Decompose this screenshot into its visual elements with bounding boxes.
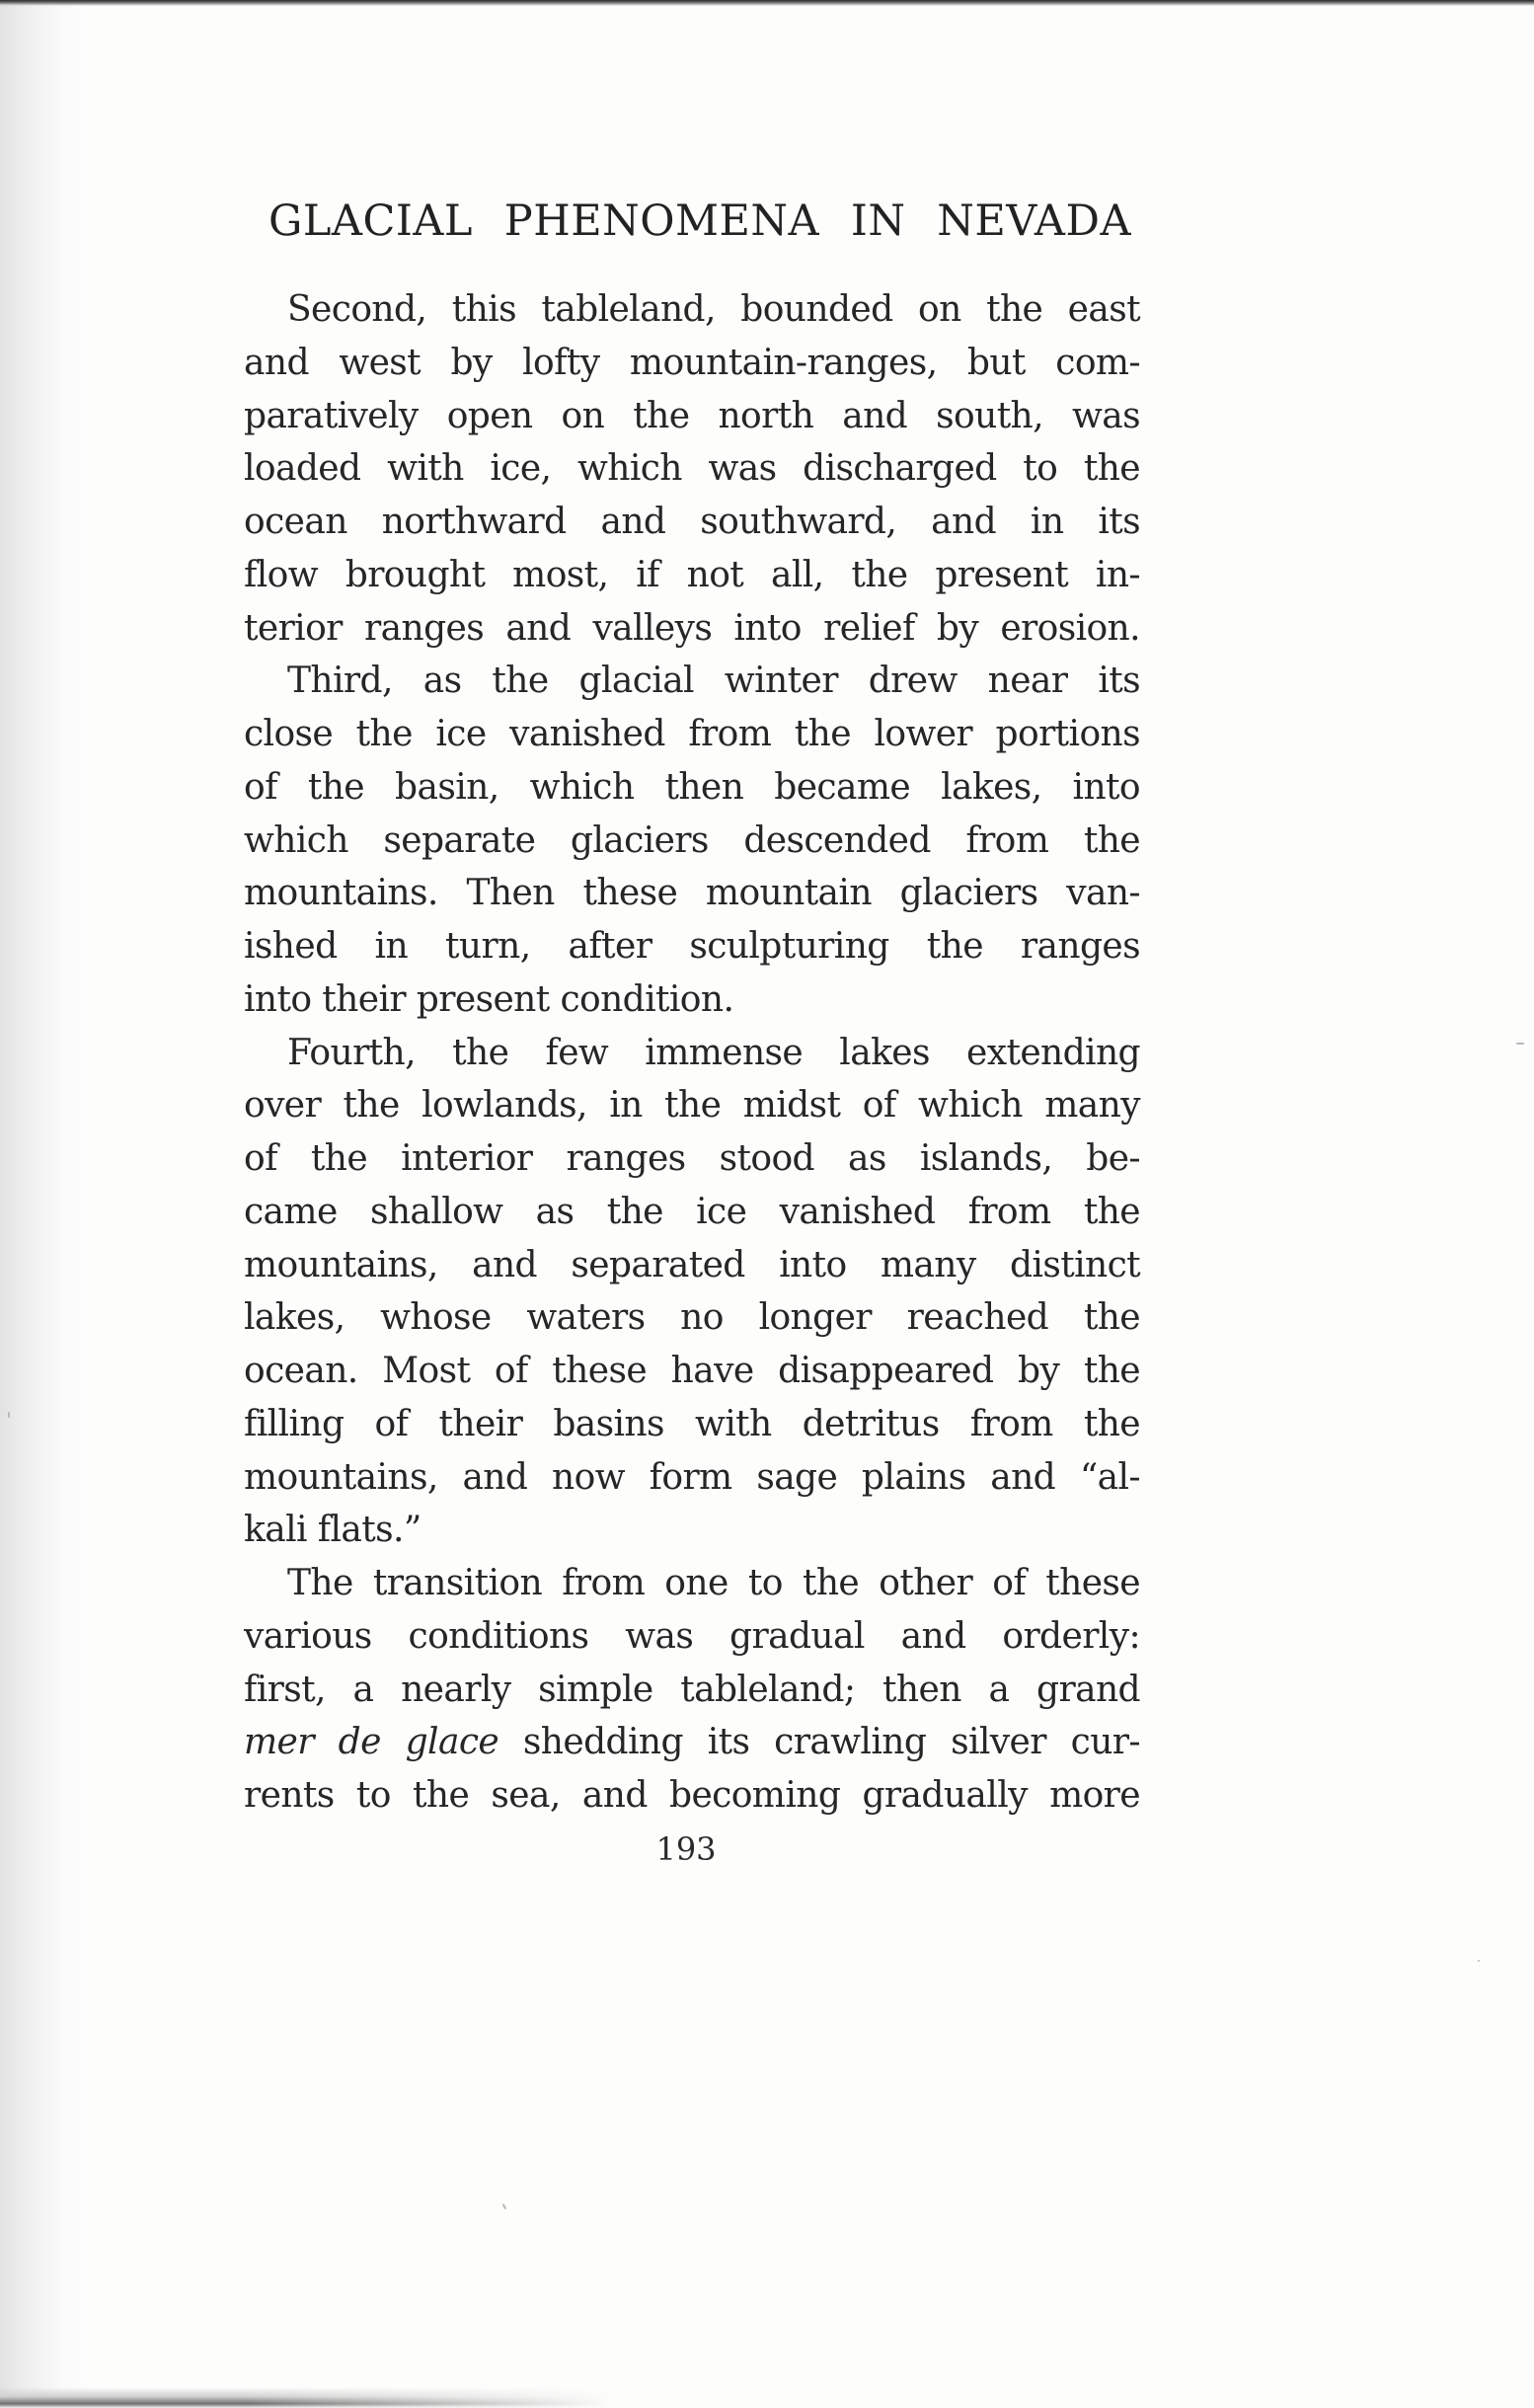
text-line: rents to the sea, and becoming gradually more: [244, 1775, 1140, 1816]
scan-speck: [1516, 1043, 1524, 1045]
text-line: kali flats.”: [244, 1510, 422, 1551]
text-line: of the interior ranges stood as islands, be-: [244, 1138, 1140, 1179]
text-line: which separate glaciers descended from the: [244, 819, 1140, 861]
text-line: mountains, and separated into many distinct: [244, 1244, 1140, 1285]
text-line: came shallow as the ice vanished from the: [244, 1191, 1140, 1232]
text-line: various conditions was gradual and orderly:: [244, 1615, 1140, 1657]
text-line: mountains. Then these mountain glaciers van-: [244, 873, 1140, 914]
text-line: The transition from one to the other of these: [287, 1563, 1140, 1603]
text-line: terior ranges and valleys into relief by erosion.: [244, 607, 1140, 649]
text-line: Second, this tableland, bounded on the east: [287, 289, 1140, 330]
text-line: first, a nearly simple tableland; then a grand: [244, 1669, 1140, 1710]
italic-phrase: mer de glace: [244, 1722, 499, 1763]
text-segment: shedding its crawling silver cur-: [499, 1722, 1140, 1763]
text-line: ocean. Most of these have disappeared by the: [244, 1351, 1140, 1391]
text-line: filling of their basins with detritus from the: [244, 1403, 1140, 1444]
page-edge-bottom: [0, 2387, 612, 2408]
page-shadow-left-edge: [0, 0, 89, 2408]
text-line: Third, as the glacial winter drew near its: [287, 660, 1140, 702]
paragraph: [244, 655, 1140, 1026]
text-line: loaded with ice, which was discharged to the: [244, 448, 1140, 490]
text-line: close the ice vanished from the lower portions: [244, 714, 1140, 754]
running-head: GLACIAL PHENOMENA IN NEVADA: [268, 196, 1131, 246]
paragraph: [244, 1027, 1140, 1558]
page-number: 193: [655, 1830, 717, 1868]
text-line: into their present condition.: [244, 978, 734, 1020]
text-line: and west by lofty mountain-ranges, but com-: [244, 342, 1140, 383]
text-line: ished in turn, after sculpturing the ranges: [244, 926, 1140, 967]
text-line: of the basin, which then became lakes, into: [244, 766, 1140, 808]
page-edge-top: [0, 0, 1534, 6]
scan-speck: [502, 2204, 507, 2210]
text-line: flow brought most, if not all, the present in-: [244, 554, 1140, 595]
scan-speck: [1478, 1960, 1480, 1962]
text-line: Fourth, the few immense lakes extending: [287, 1032, 1140, 1073]
paragraph: [244, 283, 1140, 655]
scan-speck: [8, 1412, 10, 1418]
text-line: mountains, and now form sage plains and “al-: [244, 1456, 1140, 1498]
text-line: over the lowlands, in the midst of which many: [244, 1085, 1140, 1126]
text-line: lakes, whose waters no longer reached the: [244, 1297, 1140, 1339]
body-text: [244, 283, 1140, 1823]
text-line: [244, 1716, 1140, 1769]
paragraph: [244, 1557, 1140, 1823]
text-line: ocean northward and southward, and in its: [244, 502, 1140, 542]
text-line: paratively open on the north and south, was: [244, 395, 1140, 436]
